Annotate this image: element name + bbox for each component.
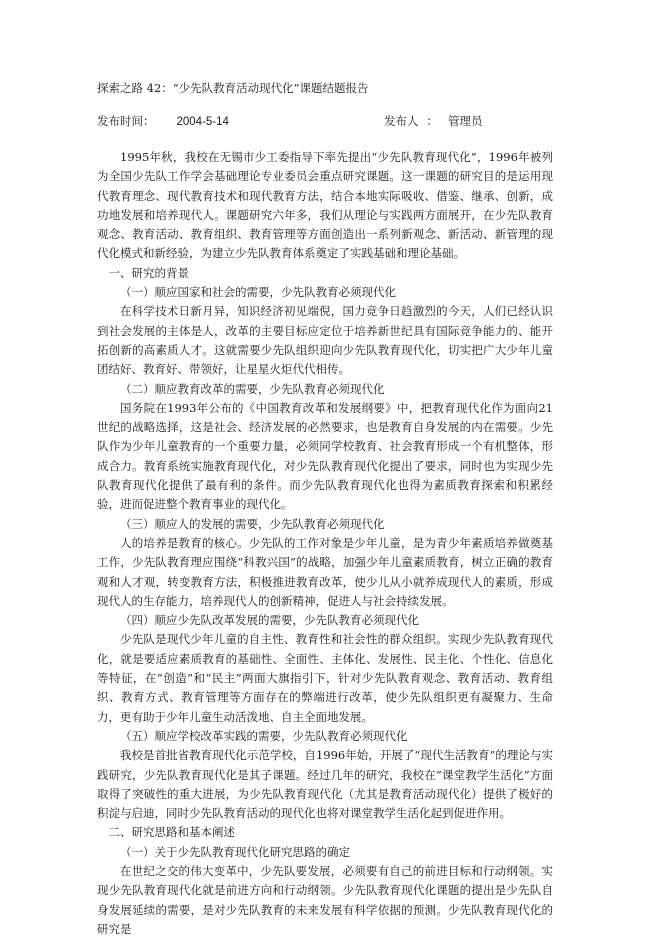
body-paragraph: 国务院在1993年公布的《中国教育改革和发展纲要》中，把教育现代化作为面向21世纪的战略选择，这是社会、经济发展的必然要求，也是教育自身发展的内在需要。少先队作为少年儿童教育的一个重要力量，必须同学校教育、社会教育形成一个有机整体，形成合力。教育系统实施教育现代化，对少先队教育现代化提出了要求，同时也为实现少先队教育现代化提供了最有利的条件。而少先队教育现代化也得为素质教育探索和积累经验，进而促进整个教育事业的现代化。 xyxy=(97,400,553,512)
body-paragraph: 少先队是现代少年儿童的自主性、教育性和社会性的群众组织。实现少先队教育现代化，就是要适应素质教育的基础性、全面性、主体化、发展性、民主化、个性化、信息化等特征，在“创造”和“民主”两面大旗指引下，针对少先队教育观念、教育活动、教育组织、教育方式、教育管理等方面存在的弊端进行改革，使少先队组织更有凝聚力、生命力，更有助于少年儿童生动活泼地、自主全面地发展。 xyxy=(97,632,553,724)
author-separator: ： xyxy=(426,114,438,128)
publish-date-label: 发布时间： xyxy=(97,114,155,128)
publish-date-value: 2004-5-14 xyxy=(176,116,229,128)
publish-info xyxy=(97,113,229,129)
author-value: 管理员 xyxy=(448,114,483,128)
document-title: 探索之路 42：“少先队教育活动现代化”课题结题报告 xyxy=(97,81,369,95)
body-paragraph: 我校是首批省教育现代化示范学校，自1996年始，开展了“现代生活教育”的理论与实践研究，少先队教育现代化是其子课题。经过几年的研究，我校在“课堂教学生活化”方面取得了突破性的重大进展，为少先队教育现代化（尤其是教育活动现代化）提供了极好的积淀与启迪，同时少先队教育活动的现代化也将对课堂教学生活化起到促进作用。 xyxy=(97,748,553,821)
body-paragraph: 1995年秋，我校在无锡市少工委指导下率先提出“少先队教育现代化”，1996年被列为全国少先队工作学会基础理论专业委员会重点研究课题。这一课题的研究目的是运用现代教育理念、现代教育技术和现代教育方法，结合本地实际吸收、借鉴、继承、创新，成功地发展和培养现代人。课题研究六年多，我们从理论与实践两方面展开，在少先队教育观念、教育活动、教育组织、教育管理等方面创造出一系列新观念、新活动、新管理的现代化模式和新经验，为建立少先队教育体系奠定了实践基础和理论基础。 xyxy=(97,150,553,261)
subsection-heading: （一）顺应国家和社会的需要，少先队教育必须现代化 xyxy=(120,285,396,300)
subsection-heading: （一）关于少先队教育现代化研究思路的确定 xyxy=(120,844,350,859)
body-paragraph: 人的培养是教育的核心。少先队的工作对象是少年儿童，是为青少年素质培养做奠基工作，少先队教育理应围绕“科教兴国”的战略，加强少年儿童素质教育，树立正确的教育观和人才观，转变教育方法，积极推进教育改革，使少儿从小就养成现代人的素质，形成现代人的生存能力，培养现代人的创新精神，促进人与社会持续发展。 xyxy=(97,535,553,608)
subsection-heading: （四）顺应少先队改革发展的需要，少先队教育必须现代化 xyxy=(120,613,419,628)
subsection-heading: （二）顺应教育改革的需要，少先队教育必须现代化 xyxy=(120,381,385,396)
body-paragraph: 在科学技术日新月异，知识经济初见端倪，国力竞争日趋激烈的今天，人们已经认识到社会发展的主体是人，改革的主要目标应定位于培养新世纪具有国际竞争能力的、能开拓创新的高素质人才。这就需要少先队组织迎向少先队教育现代化，切实把广大少年儿童团结好、教育好、带领好，让星星火炬代代相传。 xyxy=(97,304,553,377)
author-info xyxy=(384,113,483,129)
author-label: 发布人 xyxy=(384,114,419,128)
subsection-heading: （三）顺应人的发展的需要，少先队教育必须现代化 xyxy=(120,516,385,531)
document-body xyxy=(97,148,553,939)
subsection-heading: （五）顺应学校改革实践的需要，少先队教育必须现代化 xyxy=(120,728,408,743)
body-paragraph: 在世纪之交的伟大变革中，少先队要发展，必须要有自己的前进目标和行动纲领。实现少先队教育现代化就是前进方向和行动纲领。少先队教育现代化课题的提出是少先队自身发展延续的需要，是对少先队教育的未来发展有科学依据的预测。少先队教育现代化的研究是 xyxy=(97,863,553,936)
section-heading: 一、研究的背景 xyxy=(108,265,189,280)
section-heading: 二、研究思路和基本阐述 xyxy=(108,825,235,840)
